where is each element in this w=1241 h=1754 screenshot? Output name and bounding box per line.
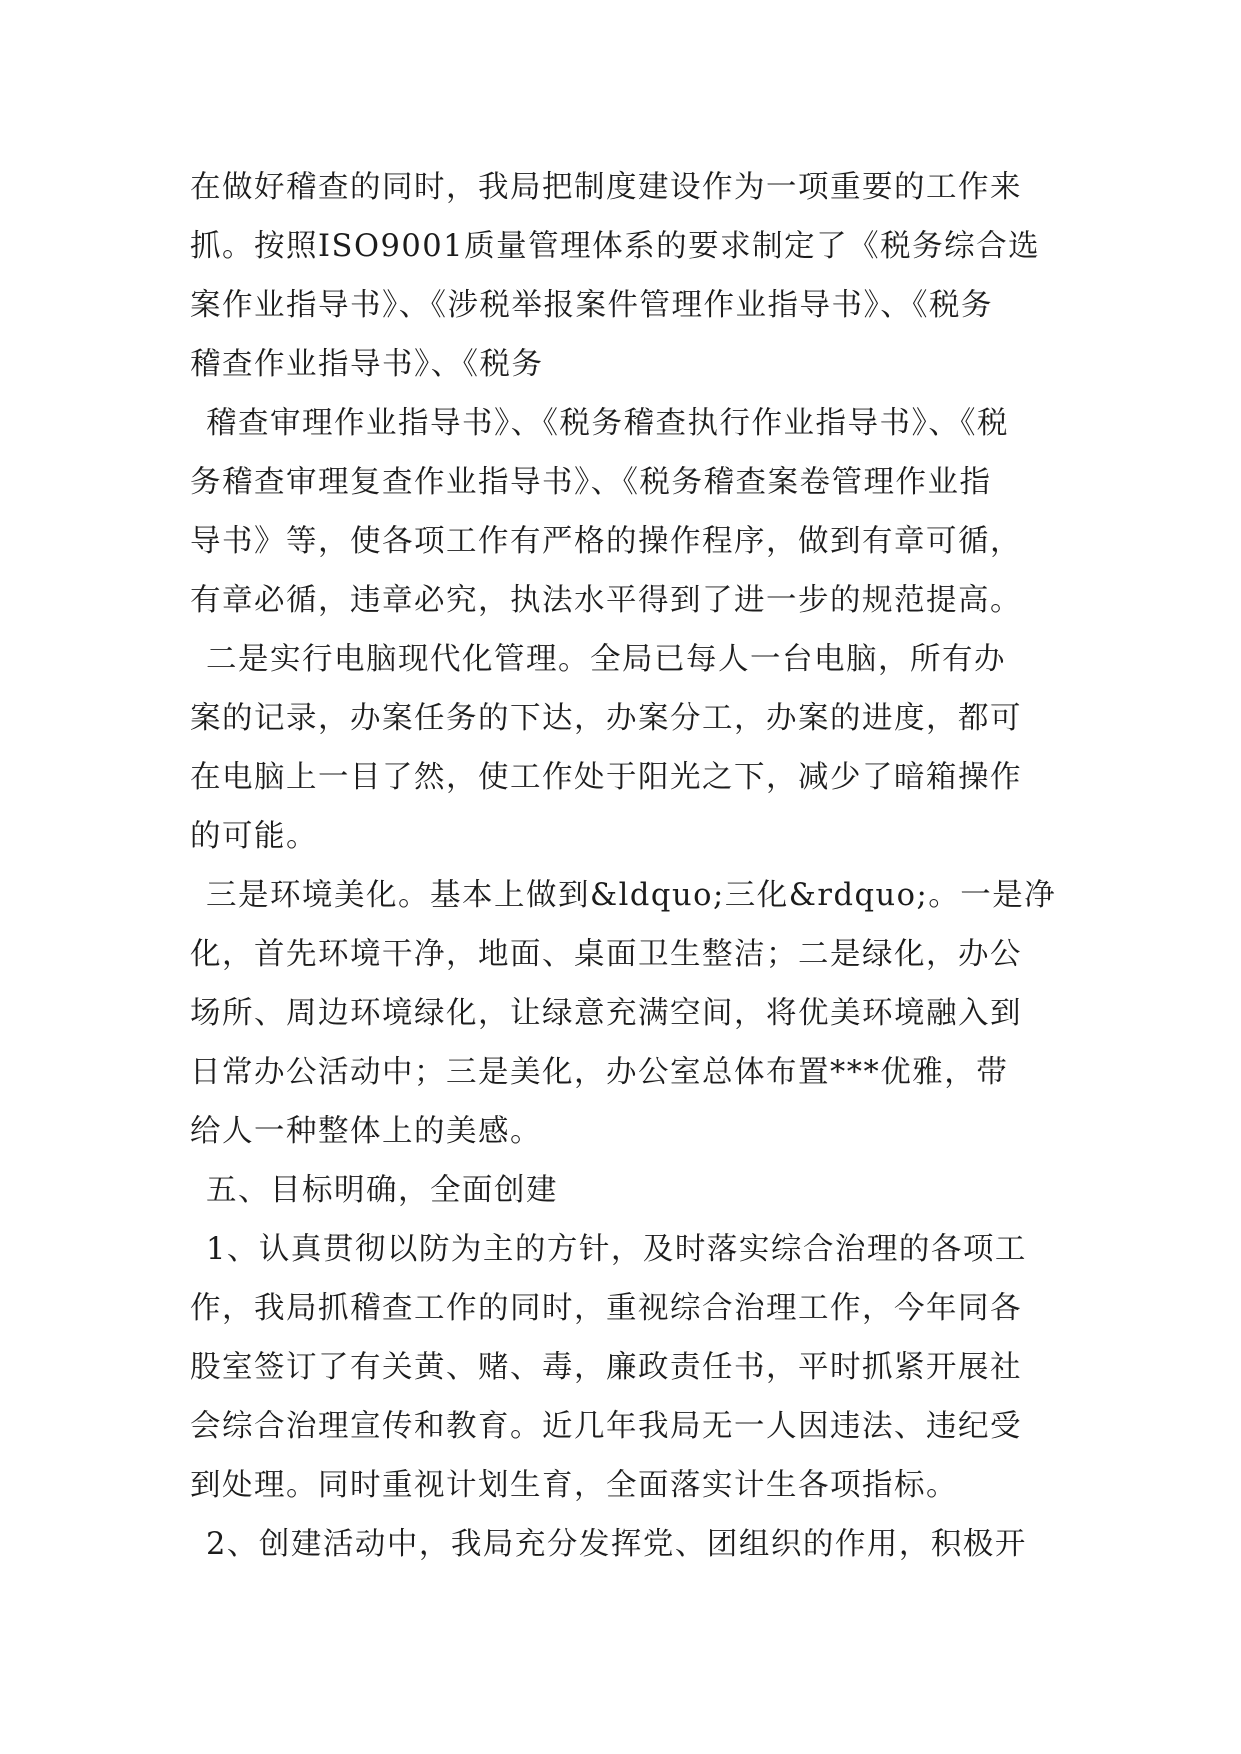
text-line: 稽查作业指导书》、《税务 bbox=[190, 347, 544, 382]
text-line: 抓。按照ISO9001质量管理体系的要求制定了《税务综合选 bbox=[190, 229, 1041, 264]
text-line: 场所、周边环境绿化，让绿意充满空间，将优美环境融入到 bbox=[190, 996, 1022, 1031]
document-body bbox=[190, 158, 1055, 1574]
text-line: 作，我局抓稽查工作的同时，重视综合治理工作，今年同各 bbox=[190, 1291, 1022, 1326]
text-line: 二是实行电脑现代化管理。全局已每人一台电脑，所有办 bbox=[206, 642, 1006, 677]
text-line: 股室签订了有关黄、赌、毒，廉政责任书，平时抓紧开展社 bbox=[190, 1350, 1022, 1385]
text-line: 日常办公活动中；三是美化，办公室总体布置***优雅，带 bbox=[190, 1055, 1009, 1090]
text-line: 案作业指导书》、《涉税举报案件管理作业指导书》、《税务 bbox=[190, 288, 993, 323]
text-line: 到处理。同时重视计划生育，全面落实计生各项指标。 bbox=[190, 1468, 958, 1503]
text-line: 导书》等，使各项工作有严格的操作程序，做到有章可循， bbox=[190, 524, 1022, 559]
text-line: 在电脑上一目了然，使工作处于阳光之下，减少了暗箱操作 bbox=[190, 760, 1022, 795]
text-line: 三是环境美化。基本上做到&ldquo;三化&rdquo;。一是净 bbox=[206, 878, 1057, 913]
text-line: 化，首先环境干净，地面、桌面卫生整洁；二是绿化，办公 bbox=[190, 937, 1022, 972]
text-line: 有章必循，违章必究，执法水平得到了进一步的规范提高。 bbox=[190, 583, 1022, 618]
text-line: 在做好稽查的同时，我局把制度建设作为一项重要的工作来 bbox=[190, 170, 1022, 205]
text-line: 会综合治理宣传和教育。近几年我局无一人因违法、违纪受 bbox=[190, 1409, 1022, 1444]
text-line: 务稽查审理复查作业指导书》、《税务稽查案卷管理作业指 bbox=[190, 465, 992, 500]
text-line: 的可能。 bbox=[190, 819, 318, 854]
section-heading: 五、目标明确，全面创建 bbox=[206, 1173, 558, 1208]
text-line: 稽查审理作业指导书》、《税务稽查执行作业指导书》、《税 bbox=[206, 406, 1009, 441]
text-line: 2、创建活动中，我局充分发挥党、团组织的作用，积极开 bbox=[206, 1527, 1027, 1562]
text-line: 案的记录，办案任务的下达，办案分工，办案的进度，都可 bbox=[190, 701, 1022, 736]
text-line: 1、认真贯彻以防为主的方针，及时落实综合治理的各项工 bbox=[206, 1232, 1027, 1267]
text-line: 给人一种整体上的美感。 bbox=[190, 1114, 542, 1149]
